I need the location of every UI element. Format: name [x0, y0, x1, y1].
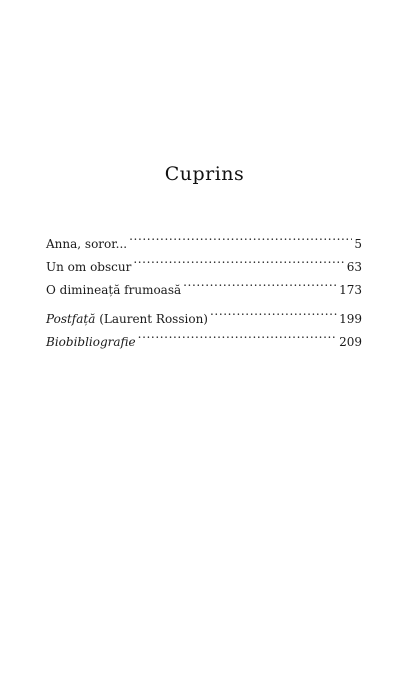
- dot-leader: [183, 271, 337, 294]
- toc-entry-page-number: 5: [354, 237, 362, 251]
- toc-entry-title: Postfață (Laurent Rossion): [46, 312, 208, 326]
- toc-entry-page-number: 209: [339, 335, 362, 349]
- dot-leader: [210, 300, 337, 323]
- dot-leader: [133, 248, 344, 271]
- toc-entry-anna-soror: [46, 225, 362, 251]
- toc-entry-page-number: 63: [346, 260, 362, 274]
- dot-leader: [129, 225, 352, 248]
- toc-entry-title: O dimineață frumoasă: [46, 283, 182, 297]
- page-title: Cuprins: [164, 163, 245, 185]
- toc-entry-page-number: 173: [339, 283, 362, 297]
- toc-entry-title: Biobibliografie: [46, 335, 136, 349]
- dot-leader: [138, 323, 337, 346]
- toc-entry-page-number: 199: [339, 312, 362, 326]
- toc-entry-title: Anna, soror...: [46, 237, 128, 251]
- toc-entry-postfata: [46, 300, 362, 326]
- toc-entry-title: Un om obscur: [46, 260, 132, 274]
- table-of-contents: [46, 225, 362, 349]
